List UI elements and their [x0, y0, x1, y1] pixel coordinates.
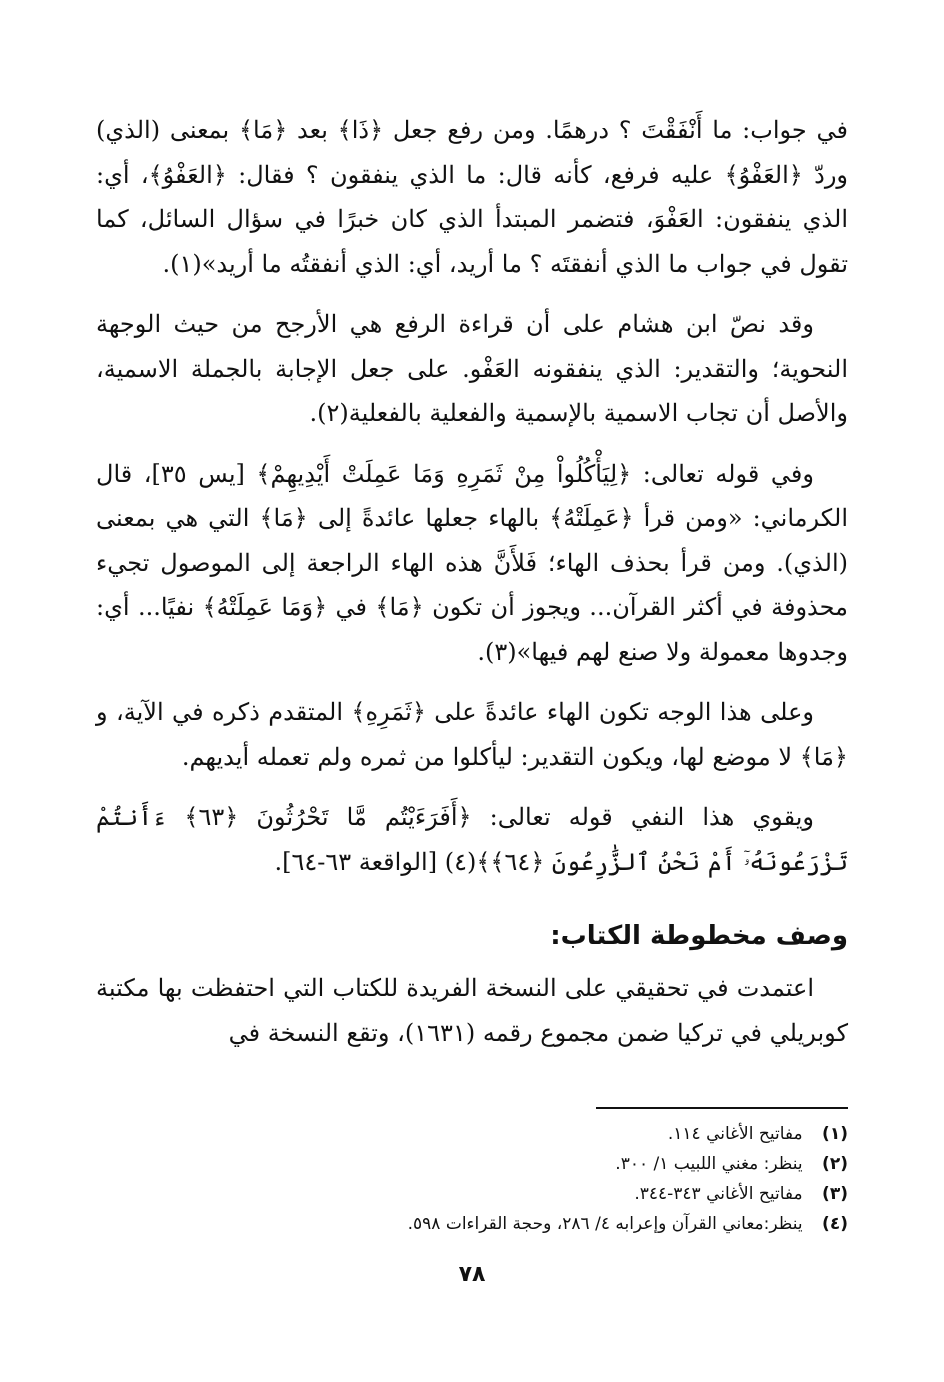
footnote-number: (١)	[822, 1124, 848, 1144]
footnote-number: (٣)	[822, 1184, 848, 1204]
footnote-separator	[596, 1107, 848, 1109]
section-heading: وصف مخطوطة الكتاب:	[550, 921, 848, 951]
paragraph-1: في جواب: ما أَنْفَقْتَ ؟ درهمًا. ومن رفع جعل ﴿ذَا﴾ بعد ﴿مَا﴾ بمعنى (الذي) وردّ ﴿العَفْوُ﴾ عليه فرفع، كأنه قال: ما الذي ينفقون ؟ فقال: ﴿العَفْوُ﴾، أي: الذي ينفقون: العَفْوَ، فتضمر المبتدأ الذي كان خبرًا في سؤال السائل، كما تقول في جواب ما الذي أنفقتَه ؟ ما أريد، أي: الذي أنفقتُه ما أريد»(١).	[96, 116, 848, 278]
footnote-text: ينظر:معاني القرآن وإعرابه ٤/ ٢٨٦، وحجة القراءات ٥٩٨.	[407, 1214, 803, 1234]
paragraph-4: وعلى هذا الوجه تكون الهاء عائدةً على ﴿ثَمَرِهِ﴾ المتقدم ذكره في الآية، و ﴿مَا﴾ لا موضع لها، ويكون التقدير: ليأكلوا من ثمره ولم تعمله أيديهم.	[96, 698, 848, 771]
paragraph-6: اعتمدت في تحقيقي على النسخة الفريدة للكتاب التي احتفظت بها مكتبة كوبريلي في تركيا ضمن مجموع رقمه (١٦٣١)، وتقع النسخة في	[96, 974, 848, 1047]
page-body	[96, 108, 848, 1071]
footnote-3	[96, 1180, 848, 1210]
paragraph-2: وقد نصّ ابن هشام على أن قراءة الرفع هي الأرجح من حيث الوجهة النحوية؛ والتقدير: الذي ينفقونه العَفْو. على جعل الإجابة بالجملة الاسمية، والأصل أن تجاب الاسمية بالإسمية والفعلية بالفعلية(٢).	[96, 310, 848, 427]
footnote-2	[96, 1150, 848, 1180]
page-number: ٧٨	[458, 1262, 486, 1287]
footnote-4	[96, 1210, 848, 1240]
footnote-text: ينظر: مغني اللبيب ١/ ٣٠٠.	[615, 1154, 803, 1174]
footnote-1	[96, 1120, 848, 1150]
footnote-number: (٤)	[822, 1214, 848, 1234]
paragraph-3: وفي قوله تعالى: ﴿لِيَأْكُلُواْ مِنْ ثَمَرِهِ وَمَا عَمِلَتْ أَيْدِيهِمْ﴾ [يس ٣٥]، قال الكرماني: «ومن قرأ ﴿عَمِلَتْهُ﴾ بالهاء جعلها عائدةً إلى ﴿مَا﴾ التي هي بمعنى (الذي). ومن قرأ بحذف الهاء؛ فَلأَنَّ هذه الهاء الراجعة إلى الموصول تجيء محذوفة في أكثر القرآن... ويجوز أن تكون ﴿مَا﴾ في ﴿وَمَا عَمِلَتْهُ﴾ نفيًا... أي: وجدوها معمولة ولا صنع لهم فيها»(٣).	[96, 459, 848, 666]
paragraph-5: ويقوي هذا النفي قوله تعالى: ﴿أَفَرَءَيْتُم مَّا تَحْرُثُونَ ﴿٦٣﴾ ءَأَنتُمْ تَزْرَعُونَهُۥٓ أَمْ نَحْنُ ٱلزَّٰرِعُونَ ﴿٦٤﴾﴾(٤) [الواقعة ٦٣-٦٤].	[96, 803, 848, 876]
footnote-number: (٢)	[822, 1154, 848, 1174]
footnotes	[96, 1120, 848, 1240]
footnote-text: مفاتيح الأغاني ١١٤.	[667, 1124, 803, 1144]
footnote-text: مفاتيح الأغاني ٣٤٣-٣٤٤.	[634, 1184, 803, 1204]
